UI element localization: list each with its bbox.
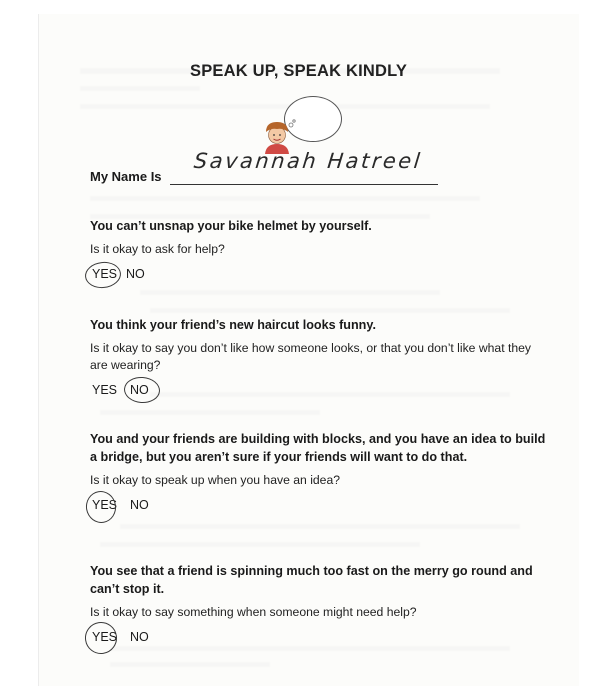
- name-underline: [170, 184, 438, 185]
- no-option[interactable]: NO: [130, 383, 149, 397]
- question-scenario: You think your friend’s new haircut looks funny.: [90, 318, 376, 332]
- name-label: My Name Is: [90, 169, 162, 184]
- pencil-circle-yes: [84, 260, 123, 290]
- pencil-circle-no: [123, 376, 161, 404]
- question-prompt: Is it okay to ask for help?: [90, 242, 225, 256]
- answer-options: [90, 380, 550, 402]
- question-prompt: Is it okay to say something when someone might need help?: [90, 605, 417, 619]
- no-option[interactable]: NO: [126, 267, 145, 281]
- question-prompt: Is it okay to speak up when you have an idea?: [90, 473, 341, 487]
- no-option[interactable]: NO: [130, 630, 149, 644]
- answer-options: [90, 264, 550, 286]
- question-2: [90, 316, 550, 402]
- answer-options: [90, 495, 550, 517]
- question-prompt: Is it okay to say you don’t like how someone looks, or that you don’t like what they are wearing?: [90, 341, 532, 372]
- yes-option[interactable]: YES: [92, 498, 118, 512]
- yes-option[interactable]: YES: [92, 383, 118, 397]
- name-handwritten-value[interactable]: Savannah Hatreel: [192, 149, 424, 173]
- no-option[interactable]: NO: [130, 498, 149, 512]
- answer-options: [90, 627, 550, 649]
- yes-option[interactable]: YES: [92, 267, 118, 281]
- question-scenario: You and your friends are building with blocks, and you have an idea to build a bridge, but you aren’t sure if your friends will want to do that.: [90, 432, 546, 464]
- question-scenario: You can’t unsnap your bike helmet by yourself.: [90, 219, 372, 233]
- question-4: [90, 562, 550, 649]
- yes-option[interactable]: YES: [92, 630, 118, 644]
- question-scenario: You see that a friend is spinning much too fast on the merry go round and can’t stop it.: [90, 564, 533, 596]
- question-3: [90, 430, 550, 517]
- question-1: [90, 217, 550, 286]
- worksheet-title: SPEAK UP, SPEAK KINDLY: [190, 62, 408, 80]
